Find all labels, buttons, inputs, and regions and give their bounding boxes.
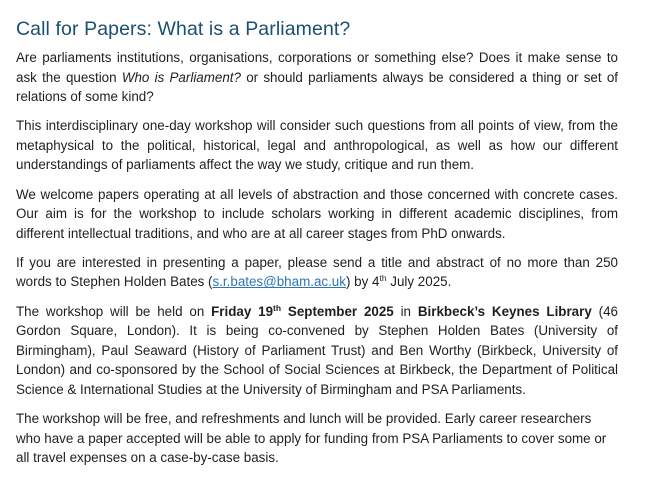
page-title: Call for Papers: What is a Parliament? (16, 18, 351, 40)
venue-text-c: (46 Gordon Square, London). It is being co-convened by Stephen Holden Bates (University of Birmingham), Paul Seaward (History of Parliament Trust) and Ben Worthy (Birkbeck, University of London) and co-sponsored by the School of Social Sciences at Birkbeck, the Department of Political Science & International Studies at the University of Birmingham and PSA Parliaments. (16, 303, 618, 397)
paragraph-intro (16, 48, 618, 107)
intro-text-b: or should parliaments always be considered a thing or set of relations of some kind? (16, 69, 618, 105)
intro-text-a: Are parliaments institutions, organisations, corporations or something else? Does it make sense to ask the question (16, 50, 618, 85)
submission-text-b: ) by 4 (345, 274, 380, 290)
paragraph-venue (16, 302, 618, 400)
event-date (211, 304, 394, 319)
submission-text-a: If you are interested in presenting a paper, please send a title and abstract of no more than 250 words to Stephen Holden Bates ( (16, 254, 618, 290)
email-link[interactable]: s.r.bates@bham.ac.uk (212, 274, 346, 290)
event-date-suffix: th (273, 302, 282, 313)
venue-text-a: The workshop will be held on (16, 303, 212, 319)
paragraph-submission (16, 253, 618, 292)
paragraph-workshop: This interdisciplinary one-day workshop will consider such questions from all points of view, from the metaphysical to the political, historical, legal and anthropological, as well as how our different understandings of parliaments affect the way we study, critique and run them. (16, 118, 618, 173)
intro-question: Who is Parliament? (121, 69, 241, 85)
venue-text-b: in (393, 303, 418, 319)
paragraph-funding: The workshop will be free, and refreshments and lunch will be provided. Early career researchers who have a paper accepted will be able to apply for funding from PSA Parliaments to cover some or all travel expenses on a case-by-case basis. (16, 411, 607, 466)
deadline-suffix: th (379, 273, 387, 284)
paragraph-welcome: We welcome papers operating at all levels of abstraction and those concerned with concrete cases. Our aim is for the workshop to include scholars working in different academic disciplines, from different intellectual traditions, and who are at all career stages from PhD onwards. (16, 186, 618, 241)
event-venue: Birkbeck’s Keynes Library (417, 303, 592, 319)
event-date-rest: September 2025 (281, 303, 394, 319)
submission-text-c: July 2025. (386, 274, 452, 290)
event-date-day: Friday 19 (211, 303, 274, 319)
document-body (16, 16, 618, 477)
